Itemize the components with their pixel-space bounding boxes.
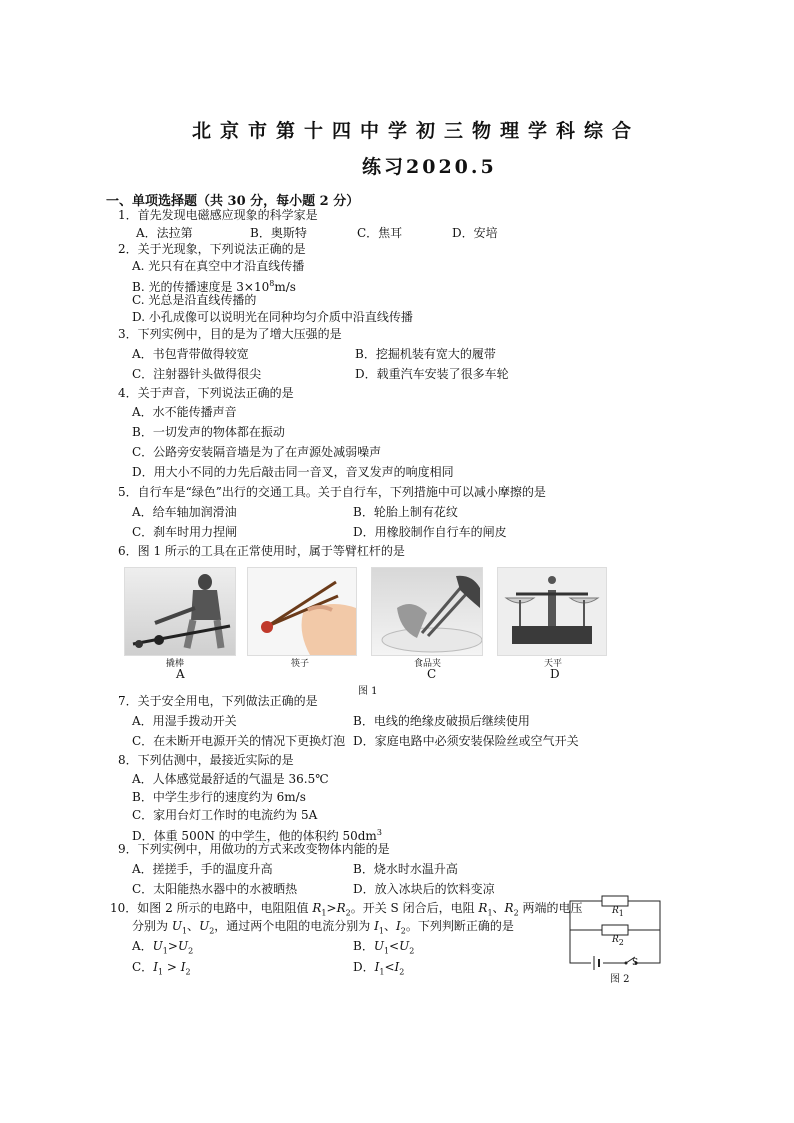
q8-option-d: D．体重 500N 的中学生，他的体积约 $50dm^3$: [132, 828, 382, 843]
q2-option-d: D. 小孔成像可以说明光在同种均匀介质中沿直线传播: [132, 310, 413, 324]
q7-option-c: C．在未断开电源开关的情况下更换灯泡: [132, 734, 346, 748]
q2-option-b: B. 光的传播速度是 $3\times 10^8m/s$: [132, 279, 296, 294]
q3-option-a: A．书包背带做得较宽: [132, 347, 249, 361]
q6-stem: 6．图 1 所示的工具在正常使用时，属于等臂杠杆的是: [118, 544, 405, 558]
q10-option-a: A．$U_1>U_2$: [132, 939, 194, 956]
q10-line-1: 10．如图 2 所示的电路中，电阻阻值 $R_1>R_2$。开关 S 闭合后，电阻 $R_1$、$R_2$ 两端的电压: [110, 901, 583, 918]
q7-stem: 7．关于安全用电，下列做法正确的是: [118, 694, 318, 708]
fig-r2-label: $R_2$: [612, 935, 624, 947]
q4-option-b: B．一切发声的物体都在振动: [132, 425, 285, 439]
q7-option-b: B．电线的绝缘皮破损后继续使用: [353, 714, 530, 728]
q5-option-a: A．给车轴加润滑油: [132, 505, 237, 519]
image-d-caption: 天平: [544, 659, 563, 669]
q10-option-d: D．$I_1<I_2$: [353, 960, 405, 977]
q8-stem: 8．下列估测中，最接近实际的是: [118, 753, 294, 767]
page-title: 北京市第十四中学初三物理学科综合: [192, 120, 641, 142]
q10-line-2: 分别为 $U_1$、$U_2$，通过两个电阻的电流分别为 $I_1$、$I_2$。下列判断正确的是: [132, 919, 514, 936]
q3-option-c: C．注射器针头做得很尖: [132, 367, 262, 381]
image-c-caption: 食品夹: [414, 659, 442, 669]
q9-option-d: D．放入冰块后的饮料变凉: [353, 882, 495, 896]
q2-stem: 2．关于光现象，下列说法正确的是: [118, 242, 306, 256]
chopsticks-image: [247, 567, 357, 656]
figure-2-label: 图 2: [610, 974, 630, 985]
image-d-letter: D: [550, 667, 560, 681]
q3-option-b: B．挖掘机装有宽大的履带: [355, 347, 496, 361]
food-tongs-image: [371, 567, 483, 656]
q1-option-a: A．法拉第: [136, 226, 193, 240]
image-c-letter: C: [427, 667, 437, 681]
q2-option-c: C. 光总是沿直线传播的: [132, 293, 257, 307]
q9-option-c: C．太阳能热水器中的水被晒热: [132, 882, 298, 896]
q10-option-c: C．$I_1 > I_2$: [132, 960, 191, 977]
q5-option-c: C．刹车时用力捏闸: [132, 525, 238, 539]
q1-stem: 1．首先发现电磁感应现象的科学家是: [118, 208, 318, 222]
section-heading: 一、单项选择题（共 30 分，每小题 2 分）: [106, 194, 360, 209]
q7-option-d: D．家庭电路中必须安装保险丝或空气开关: [353, 734, 579, 748]
q8-option-a: A．人体感觉最舒适的气温是 36.5℃: [132, 772, 329, 786]
q9-option-a: A．搓搓手，手的温度升高: [132, 862, 273, 876]
q8-option-c: C．家用台灯工作时的电流约为 5A: [132, 808, 318, 822]
q8-option-b: B．中学生步行的速度约为 6m/s: [132, 790, 306, 804]
balance-scale-image: [497, 567, 607, 656]
q4-option-a: A．水不能传播声音: [132, 405, 237, 419]
q1-option-c: C．焦耳: [357, 226, 403, 240]
image-a-caption: 撬棒: [166, 659, 185, 669]
image-a-letter: A: [176, 667, 185, 681]
q1-option-d: D．安培: [452, 226, 498, 240]
q2-option-a: A. 光只有在真空中才沿直线传播: [132, 259, 305, 273]
fig-s-label: S: [632, 958, 639, 968]
image-b-caption: 筷子: [291, 659, 310, 669]
q7-option-a: A．用湿手拨动开关: [132, 714, 237, 728]
figure-1-label: 图 1: [358, 686, 378, 697]
q10-option-b: B．$U_1<U_2$: [353, 939, 415, 956]
q9-option-b: B．烧水时水温升高: [353, 862, 458, 876]
q5-option-b: B．轮胎上制有花纹: [353, 505, 458, 519]
q4-option-c: C．公路旁安装隔音墙是为了在声源处减弱噪声: [132, 445, 382, 459]
crowbar-image: [124, 567, 236, 656]
q3-option-d: D．载重汽车安装了很多车轮: [355, 367, 509, 381]
page-subtitle: 练习2020.5: [362, 156, 497, 178]
q3-stem: 3．下列实例中，目的是为了增大压强的是: [118, 327, 342, 341]
q4-option-d: D．用大小不同的力先后敲击同一音叉，音叉发声的响度相同: [132, 465, 454, 479]
q1-option-b: B．奥斯特: [250, 226, 307, 240]
q5-stem: 5．自行车是“绿色”出行的交通工具。关于自行车，下列措施中可以减小摩擦的是: [118, 485, 546, 499]
fig-r1-label: $R_1$: [612, 906, 624, 918]
q5-option-d: D．用橡胶制作自行车的闸皮: [353, 525, 507, 539]
circuit-diagram: [565, 893, 665, 971]
q4-stem: 4．关于声音，下列说法正确的是: [118, 386, 294, 400]
q9-stem: 9．下列实例中，用做功的方式来改变物体内能的是: [118, 842, 390, 856]
